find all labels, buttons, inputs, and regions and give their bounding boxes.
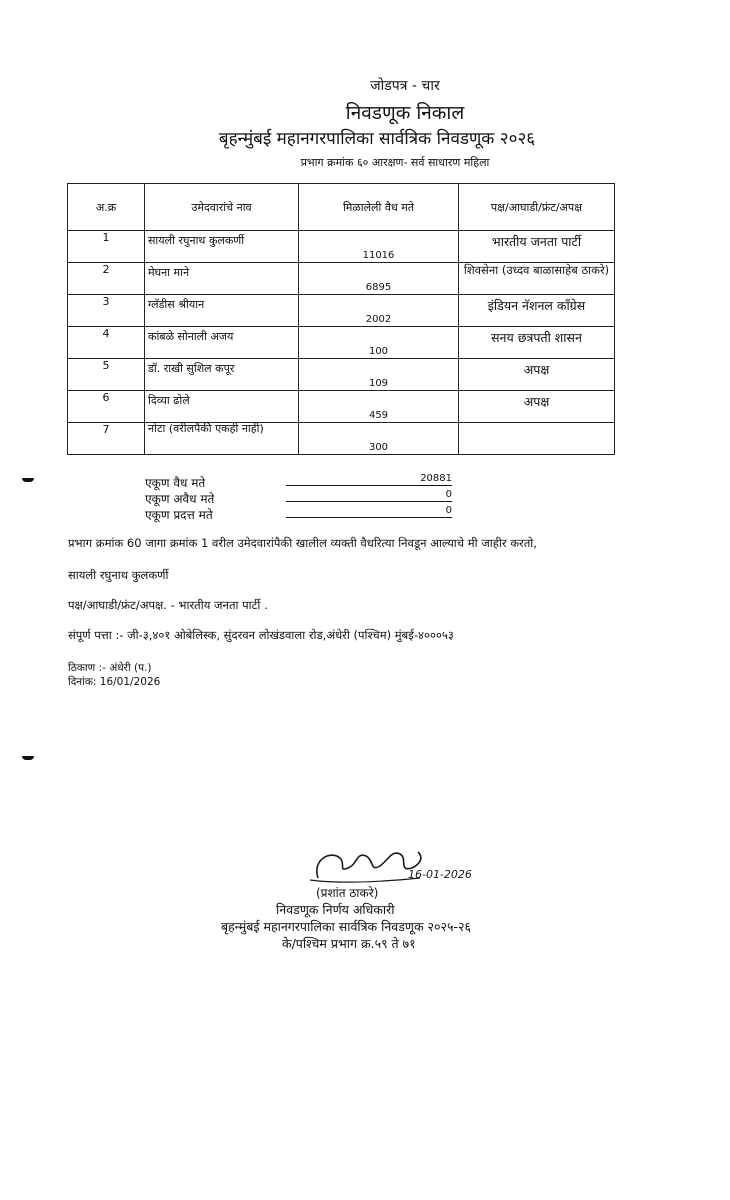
officer-name: (प्रशांत ठाकरे) bbox=[316, 886, 379, 900]
serial-number: 4 bbox=[102, 327, 110, 340]
table-row bbox=[68, 231, 615, 263]
document-subtitle: बृहन्मुंबई महानगरपालिका सार्वत्रिक निवडणूक २०२६ bbox=[218, 129, 536, 149]
table-row bbox=[68, 391, 615, 423]
serial-number: 5 bbox=[102, 359, 110, 372]
annexure-label: जोडपत्र - चार bbox=[370, 78, 440, 94]
candidate-name: नोटा (वरीलपैकी एकही नाही) bbox=[148, 422, 264, 435]
valid-votes: 11016 bbox=[362, 250, 395, 261]
total-valid-votes-value: 20881 bbox=[286, 473, 452, 486]
column-header-candidate: उमेदवारांचे नाव bbox=[145, 184, 299, 231]
party-name: शिवसेना (उध्दव बाळासाहेब ठाकरे) bbox=[463, 263, 610, 277]
party-name: सनय छत्रपती शासन bbox=[491, 330, 582, 345]
party-name: भारतीय जनता पार्टी bbox=[491, 234, 582, 249]
total-cast-votes-value: 0 bbox=[286, 505, 452, 518]
winner-address: संपूर्ण पत्ता :- जी-३,४०१ ओबेलिस्क, सुंदरवन लोखंडवाला रोड,अंधेरी (पश्चिम) मुंबई-४०००५३ bbox=[68, 628, 454, 642]
serial-number: 3 bbox=[102, 295, 110, 308]
total-invalid-votes-value: 0 bbox=[286, 489, 452, 502]
candidate-name: डॉ. राखी सुशिल कपूर bbox=[148, 362, 235, 375]
valid-votes: 6895 bbox=[365, 282, 392, 293]
table-row bbox=[68, 423, 615, 455]
punch-hole-mark bbox=[22, 756, 34, 760]
party-name: इंडियन नॅशनल कॉंग्रेस bbox=[487, 298, 586, 313]
winner-party: पक्ष/आघाडी/फ्रंट/अपक्ष. - भारतीय जनता पार्टी . bbox=[68, 598, 268, 612]
serial-number: 1 bbox=[102, 231, 110, 244]
table-row bbox=[68, 263, 615, 295]
column-header-serial: अ.क्र bbox=[68, 184, 145, 231]
valid-votes: 100 bbox=[368, 346, 389, 357]
candidate-name: ग्लॅडीस श्रीयान bbox=[148, 298, 205, 311]
valid-votes: 109 bbox=[368, 378, 389, 389]
candidate-name: कांबळे सोनाली अजय bbox=[148, 330, 234, 343]
ward-reservation-line: प्रभाग क्रमांक ६० आरक्षण- सर्व साधारण महिला bbox=[300, 156, 490, 169]
party-name bbox=[459, 423, 614, 427]
candidate-name: मेघना माने bbox=[148, 266, 190, 279]
serial-number: 7 bbox=[102, 423, 110, 436]
handwritten-date: 16-01-2026 bbox=[408, 868, 472, 881]
valid-votes: 300 bbox=[368, 442, 389, 453]
total-cast-votes-label: एकूण प्रदत्त मते bbox=[145, 508, 213, 522]
candidate-name: दिव्या ढोले bbox=[148, 394, 190, 407]
place-line: ठिकाण :- अंधेरी (प.) bbox=[68, 662, 152, 674]
serial-number: 2 bbox=[102, 263, 110, 276]
valid-votes: 2002 bbox=[365, 314, 392, 325]
table-row bbox=[68, 327, 615, 359]
officer-organisation: बृहन्मुंबई महानगरपालिका सार्वत्रिक निवडणूक २०२५-२६ bbox=[221, 919, 472, 934]
total-invalid-votes-label: एकूण अवैध मते bbox=[145, 492, 215, 506]
date-line: दिनांक: 16/01/2026 bbox=[68, 676, 161, 688]
officer-ward-range: के/पश्चिम प्रभाग क्र.५९ ते ७१ bbox=[282, 936, 416, 951]
valid-votes: 459 bbox=[368, 410, 389, 421]
party-name: अपक्ष bbox=[523, 394, 550, 409]
winner-name: सायली रघुनाथ कुलकर्णी bbox=[68, 568, 169, 582]
results-table bbox=[67, 183, 615, 455]
party-name: अपक्ष bbox=[523, 362, 550, 377]
document-title: निवडणूक निकाल bbox=[345, 102, 465, 124]
total-valid-votes-label: एकूण वैध मते bbox=[145, 476, 206, 490]
table-row bbox=[68, 295, 615, 327]
table-row bbox=[68, 359, 615, 391]
serial-number: 6 bbox=[102, 391, 110, 404]
officer-designation: निवडणूक निर्णय अधिकारी bbox=[276, 902, 395, 917]
candidate-name: सायली रघुनाथ कुलकर्णी bbox=[148, 234, 245, 247]
column-header-votes: मिळालेली वैध मते bbox=[299, 184, 459, 231]
declaration-text: प्रभाग क्रमांक 60 जागा क्रमांक 1 वरील उमेदवारांपैकी खालील व्यक्ती वैधरित्या निवडून आल्याचे मी जाहीर करतो, bbox=[68, 536, 537, 550]
punch-hole-mark bbox=[22, 478, 34, 482]
column-header-party: पक्ष/आघाडी/फ्रंट/अपक्ष bbox=[459, 184, 615, 231]
table-header-row bbox=[68, 184, 615, 231]
